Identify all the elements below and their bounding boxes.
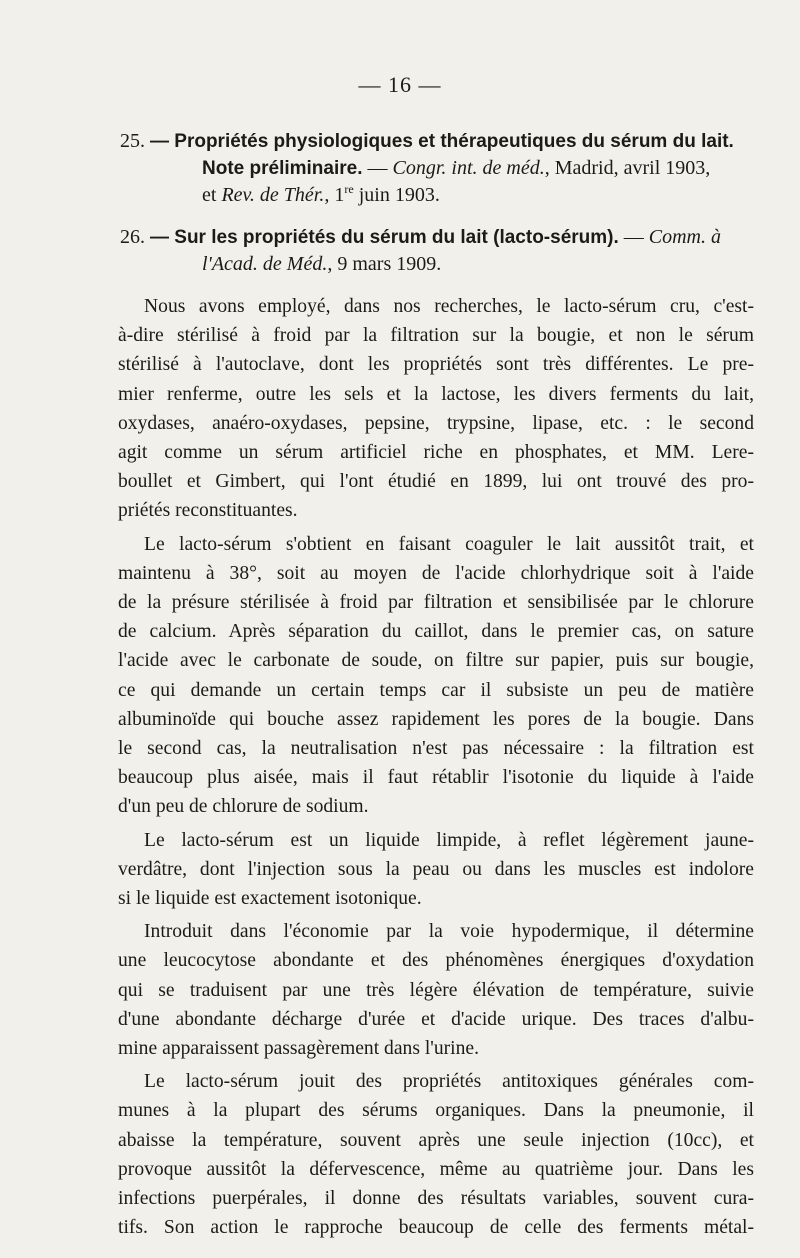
entry-separator: —	[362, 157, 393, 179]
paragraph-5	[118, 1067, 754, 1242]
entry-number: 25.	[120, 130, 145, 152]
text-line: à-dire stérilisé à froid par la filtration sur la bougie, et non le sérum	[118, 325, 754, 347]
bibliography-entry-26	[120, 224, 760, 278]
text-line: si le liquide est exactement isotonique.	[118, 888, 422, 910]
text-line: stérilisé à l'autoclave, dont les propriétés sont très différentes. Le pre-	[118, 354, 754, 376]
paragraph-3	[118, 826, 754, 914]
text-line: beaucoup plus aisée, mais il faut rétablir l'isotonie du liquide à l'aide	[118, 767, 754, 789]
paragraph-4	[118, 917, 754, 1063]
text-line: l'acide avec le carbonate de soude, on filtre sur papier, puis sur bougie,	[118, 650, 754, 672]
entry-25-line-1	[120, 128, 760, 155]
entry-date-b: juin 1903.	[353, 184, 440, 206]
text-line: Le lacto-sérum s'obtient en faisant coaguler le lait aussitôt trait, et	[144, 533, 754, 555]
text-line: Introduit dans l'économie par la voie hypodermique, il détermine	[144, 921, 754, 943]
entry-number: 26.	[120, 226, 145, 248]
text-line: de la présure stérilisée à froid par filtration et sensibilisée par le chlorure	[118, 592, 754, 614]
text-line: abaisse la température, souvent après une seule injection (10cc), et	[118, 1129, 754, 1151]
entry-title: — Propriétés physiologiques et thérapeutiques du sérum du lait.	[150, 131, 734, 152]
text-line: agit comme un sérum artificiel riche en phosphates, et MM. Lere-	[118, 442, 754, 464]
text-line: d'une abondante décharge d'urée et d'acide urique. Des traces d'albu-	[118, 1008, 754, 1030]
text-line: Le lacto-sérum est un liquide limpide, à reflet légèrement jaune-	[144, 829, 754, 851]
text-line: verdâtre, dont l'injection sous la peau ou dans les muscles est indolore	[118, 858, 754, 880]
text-line: infections puerpérales, il donne des résultats variables, souvent cura-	[118, 1188, 754, 1210]
text-line: mine apparaissent passagèrement dans l'urine.	[118, 1038, 479, 1060]
paragraph-1	[118, 292, 754, 526]
body-text	[118, 292, 754, 1243]
text-line: Nous avons employé, dans nos recherches, le lacto-sérum cru, c'est-	[144, 296, 754, 317]
text-line: le second cas, la neutralisation n'est pas nécessaire : la filtration est	[118, 738, 754, 760]
entry-26-line-2	[120, 251, 760, 278]
entry-source: Comm. à	[648, 226, 721, 248]
text-line: qui se traduisent par une très légère élévation de température, suivie	[118, 979, 754, 1001]
text-line: d'un peu de chlorure de sodium.	[118, 796, 369, 818]
bibliography-entry-25	[120, 128, 760, 209]
text-line: ce qui demande un certain temps car il subsiste un peu de matière	[118, 679, 754, 701]
entry-date-a: , 1	[324, 184, 345, 206]
text-line: Le lacto-sérum jouit des propriétés antitoxiques générales com-	[144, 1071, 754, 1093]
text-line: une leucocytose abondante et des phénomènes énergiques d'oxydation	[118, 950, 754, 972]
entry-title-continued: Note préliminaire.	[202, 158, 363, 179]
entry-source-continued: l'Acad. de Méd.	[202, 253, 328, 275]
entry-conj: et	[202, 184, 222, 206]
text-line: boullet et Gimbert, qui l'ont étudié en 1899, lui ont trouvé des pro-	[118, 471, 754, 493]
entry-title: — Sur les propriétés du sérum du lait (lacto-sérum).	[150, 227, 619, 248]
entry-date-sup: re	[344, 182, 354, 196]
paragraph-2	[118, 530, 754, 822]
text-line: tifs. Son action le rapproche beaucoup de celle des ferments métal-	[118, 1217, 754, 1239]
text-line: albuminoïde qui bouche assez rapidement les pores de la bougie. Dans	[118, 708, 754, 730]
entry-source-detail: , Madrid, avril 1903,	[544, 157, 711, 179]
entry-source: Congr. int. de méd.	[392, 157, 545, 179]
entry-25-line-3	[120, 182, 760, 209]
page-number: — 16 —	[358, 72, 442, 97]
entry-source-2: Rev. de Thér.	[221, 184, 325, 206]
entry-date: , 9 mars 1909.	[327, 253, 442, 275]
entry-26-line-1	[120, 224, 760, 251]
text-line: de calcium. Après séparation du caillot, dans le premier cas, on sature	[118, 621, 754, 643]
text-line: priétés reconstituantes.	[118, 500, 298, 522]
text-line: maintenu à 38°, soit au moyen de l'acide chlorhydrique soit à l'aide	[118, 562, 754, 584]
text-line: munes à la plupart des sérums organiques. Dans la pneumonie, il	[118, 1100, 754, 1122]
text-line: mier renferme, outre les sels et la lactose, les divers ferments du lait,	[118, 383, 754, 405]
text-line: oxydases, anaéro-oxydases, pepsine, trypsine, lipase, etc. : le second	[118, 412, 754, 434]
entry-separator: —	[618, 226, 649, 248]
entry-25-line-2	[120, 155, 760, 182]
text-line: provoque aussitôt la défervescence, même au quatrième jour. Dans les	[118, 1158, 754, 1180]
